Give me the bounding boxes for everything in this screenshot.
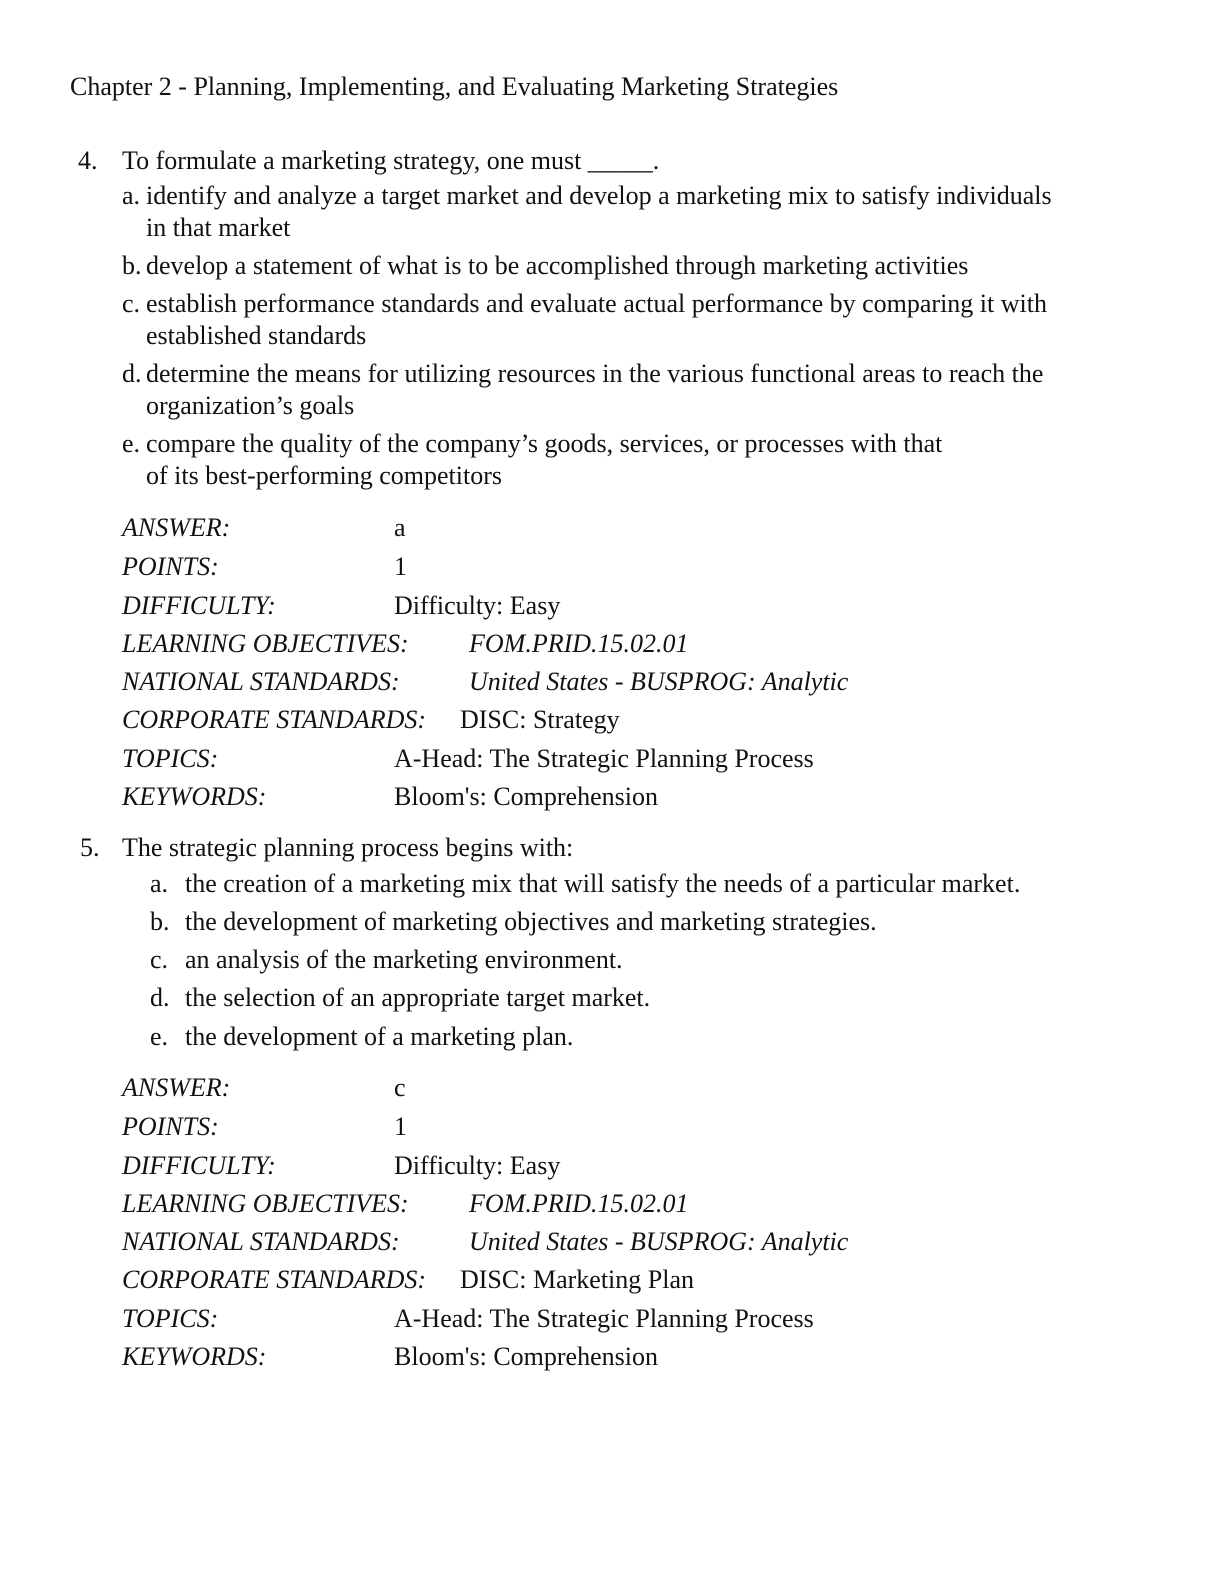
objectives-label: LEARNING OBJECTIVES: (122, 629, 409, 658)
corporate-standards-label: CORPORATE STANDARDS: (122, 705, 427, 734)
choice-letter: e. (150, 1022, 169, 1051)
points-value: 1 (394, 1112, 407, 1141)
national-standards-label: NATIONAL STANDARDS: (122, 1227, 400, 1256)
choice-letter: d. (122, 359, 142, 388)
objectives-label: LEARNING OBJECTIVES: (122, 1189, 409, 1218)
topics-label: TOPICS: (122, 744, 219, 773)
answer-value: a (394, 513, 406, 542)
corporate-standards-value: DISC: Marketing Plan (460, 1265, 694, 1294)
corporate-standards-value: DISC: Strategy (460, 705, 620, 734)
page-title: Chapter 2 - Planning, Implementing, and Evaluating Marketing Strategies (70, 72, 839, 101)
choice-text: compare the quality of the company’s goods, services, or processes with that (146, 429, 943, 458)
objectives-value: FOM.PRID.15.02.01 (469, 1189, 689, 1218)
points-label: POINTS: (122, 1112, 219, 1141)
keywords-label: KEYWORDS: (122, 782, 267, 811)
choice-text: in that market (146, 213, 291, 242)
objectives-value: FOM.PRID.15.02.01 (469, 629, 689, 658)
difficulty-label: DIFFICULTY: (122, 591, 276, 620)
corporate-standards-label: CORPORATE STANDARDS: (122, 1265, 427, 1294)
choice-letter: c. (122, 289, 141, 318)
national-standards-value: United States - BUSPROG: Analytic (469, 667, 849, 696)
topics-label: TOPICS: (122, 1304, 219, 1333)
choice-text: the development of a marketing plan. (185, 1022, 574, 1051)
choice-text: develop a statement of what is to be accomplished through marketing activities (146, 251, 969, 280)
choice-letter: a. (150, 869, 169, 898)
keywords-value: Bloom's: Comprehension (394, 782, 658, 811)
choice-text: the development of marketing objectives and marketing strategies. (185, 907, 877, 936)
choice-text: of its best-performing competitors (146, 461, 502, 490)
choice-letter: e. (122, 429, 141, 458)
choice-letter: b. (122, 251, 142, 280)
question-number: 4. (78, 146, 98, 175)
choice-text: determine the means for utilizing resources in the various functional areas to reach the (146, 359, 1044, 388)
choice-text: establish performance standards and evaluate actual performance by comparing it with (146, 289, 1047, 318)
choice-text: an analysis of the marketing environment. (185, 945, 623, 974)
answer-label: ANSWER: (122, 1073, 231, 1102)
choice-letter: c. (150, 945, 169, 974)
choice-letter: a. (122, 181, 141, 210)
difficulty-label: DIFFICULTY: (122, 1151, 276, 1180)
points-label: POINTS: (122, 552, 219, 581)
difficulty-value: Difficulty: Easy (394, 1151, 561, 1180)
answer-value: c (394, 1073, 406, 1102)
keywords-label: KEYWORDS: (122, 1342, 267, 1371)
topics-value: A-Head: The Strategic Planning Process (394, 744, 814, 773)
national-standards-label: NATIONAL STANDARDS: (122, 667, 400, 696)
choice-text: established standards (146, 321, 367, 350)
difficulty-value: Difficulty: Easy (394, 591, 561, 620)
points-value: 1 (394, 552, 407, 581)
choice-text: identify and analyze a target market and develop a marketing mix to satisfy individuals (146, 181, 1052, 210)
topics-value: A-Head: The Strategic Planning Process (394, 1304, 814, 1333)
question-stem: The strategic planning process begins with: (122, 833, 574, 862)
question-stem: To formulate a marketing strategy, one must _____. (122, 146, 660, 175)
choice-letter: b. (150, 907, 170, 936)
answer-label: ANSWER: (122, 513, 231, 542)
question-number: 5. (80, 833, 100, 862)
keywords-value: Bloom's: Comprehension (394, 1342, 658, 1371)
choice-text: organization’s goals (146, 391, 355, 420)
choice-text: the creation of a marketing mix that will satisfy the needs of a particular market. (185, 869, 1021, 898)
national-standards-value: United States - BUSPROG: Analytic (469, 1227, 849, 1256)
choice-letter: d. (150, 983, 170, 1012)
choice-text: the selection of an appropriate target market. (185, 983, 651, 1012)
